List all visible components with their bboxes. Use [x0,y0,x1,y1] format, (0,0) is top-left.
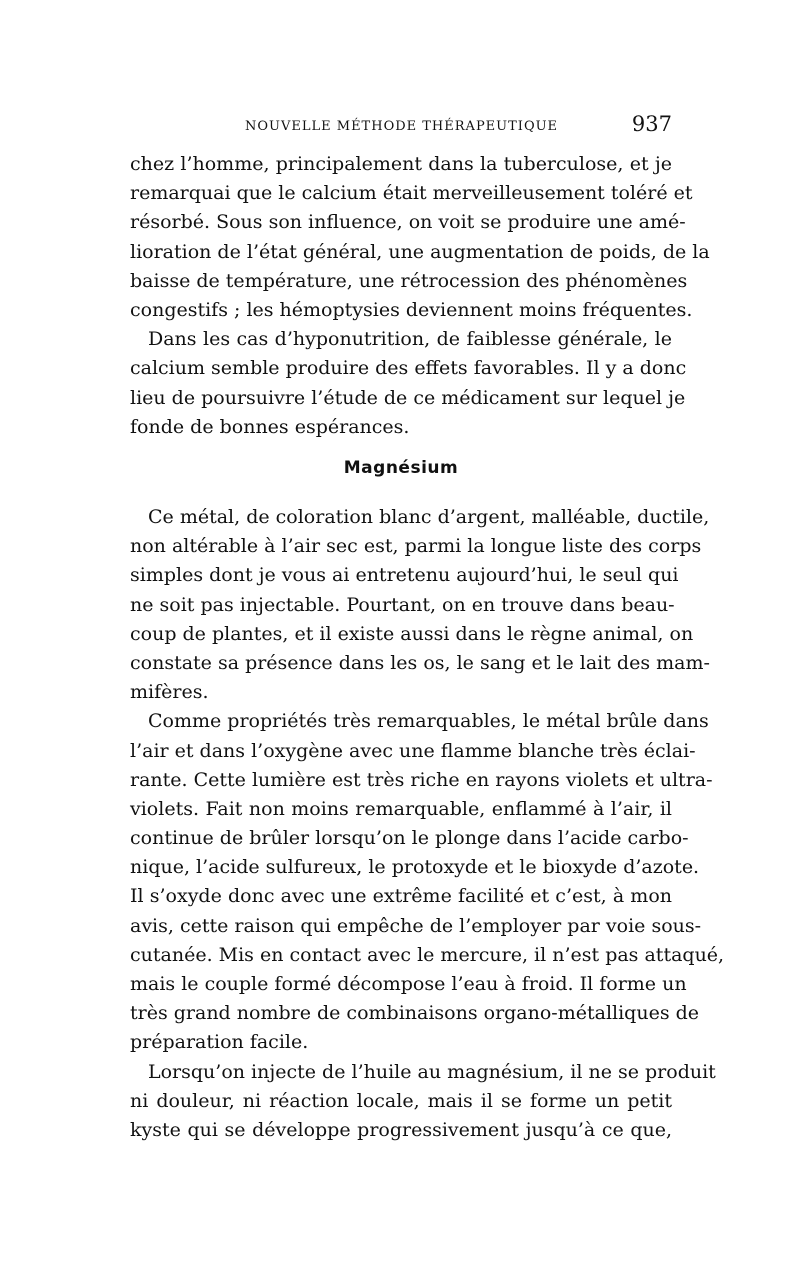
text-line: Dans les cas d’hyponutrition, de faiblesse générale, le [148,328,672,351]
text-line: violets. Fait non moins remarquable, enflammé à l’air, il [130,797,672,820]
paragraph-block-calcium [130,150,710,442]
text-line: congestifs ; les hémoptysies deviennent moins fréquentes. [130,298,693,321]
text-line: remarquai que le calcium était merveilleusement toléré et [130,182,693,205]
text-line: cutanée. Mis en contact avec le mercure, il n’est pas attaqué, [130,943,725,966]
text-line: avis, cette raison qui empêche de l’employer par voie sous- [130,914,702,937]
text-line: chez l’homme, principalement dans la tuberculose, et je [130,153,672,175]
text-line: mifères. [130,681,209,704]
section-heading: Magnésium [343,458,459,478]
text-line: Lorsqu’on injecte de l’huile au magnésium, il ne se produit [148,1060,716,1083]
text-line: ni douleur, ni réaction locale, mais il se forme un petit [130,1089,672,1112]
text-line: mais le couple formé décompose l’eau à froid. Il forme un [130,973,687,995]
text-line: simples dont je vous ai entretenu aujourd’hui, le seul qui [130,564,679,587]
text-line: nique, l’acide sulfureux, le protoxyde et le bioxyde d’azote. [130,856,700,879]
paragraph-block-magnesium [130,503,725,1145]
text-line: Comme propriétés très remarquables, le métal brûle dans [148,710,709,733]
text-line: continue de brûler lorsqu’on le plonge dans l’acide carbo- [130,827,689,850]
text-line: l’air et dans l’oxygène avec une flamme blanche très éclai- [130,739,696,762]
text-line: constate sa présence dans les os, le sang et le lait des mam- [130,651,710,674]
text-line: baisse de température, une rétrocession des phénomènes [130,269,688,292]
text-line: ne soit pas injectable. Pourtant, on en trouve dans beau- [130,593,675,616]
text-line: rante. Cette lumière est très riche en rayons violets et ultra- [130,768,713,791]
text-line: résorbé. Sous son influence, on voit se produire une amé- [130,211,686,234]
text-line: calcium semble produire des effets favorables. Il y a donc [130,357,687,380]
running-title: NOUVELLE MÉTHODE THÉRAPEUTIQUE [245,119,559,134]
text-line: fonde de bonnes espérances. [130,415,410,438]
text-line: coup de plantes, et il existe aussi dans le règne animal, on [130,622,694,645]
text-line: Il s’oxyde donc avec une extrême facilité et c’est, à mon [130,885,672,908]
text-line: non altérable à l’air sec est, parmi la longue liste des corps [130,535,702,558]
text-line: kyste qui se développe progressivement jusqu’à ce que, [130,1118,672,1141]
page-header [130,112,672,142]
text-line: préparation facile. [130,1031,309,1054]
page-number: 937 [631,112,672,136]
text-line: Ce métal, de coloration blanc d’argent, malléable, ductile, [148,506,710,528]
text-line: lieu de poursuivre l’étude de ce médicament sur lequel je [130,386,686,409]
text-line: très grand nombre de combinaisons organo-métalliques de [130,1002,700,1025]
text-line: lioration de l’état général, une augmentation de poids, de la [130,240,710,263]
